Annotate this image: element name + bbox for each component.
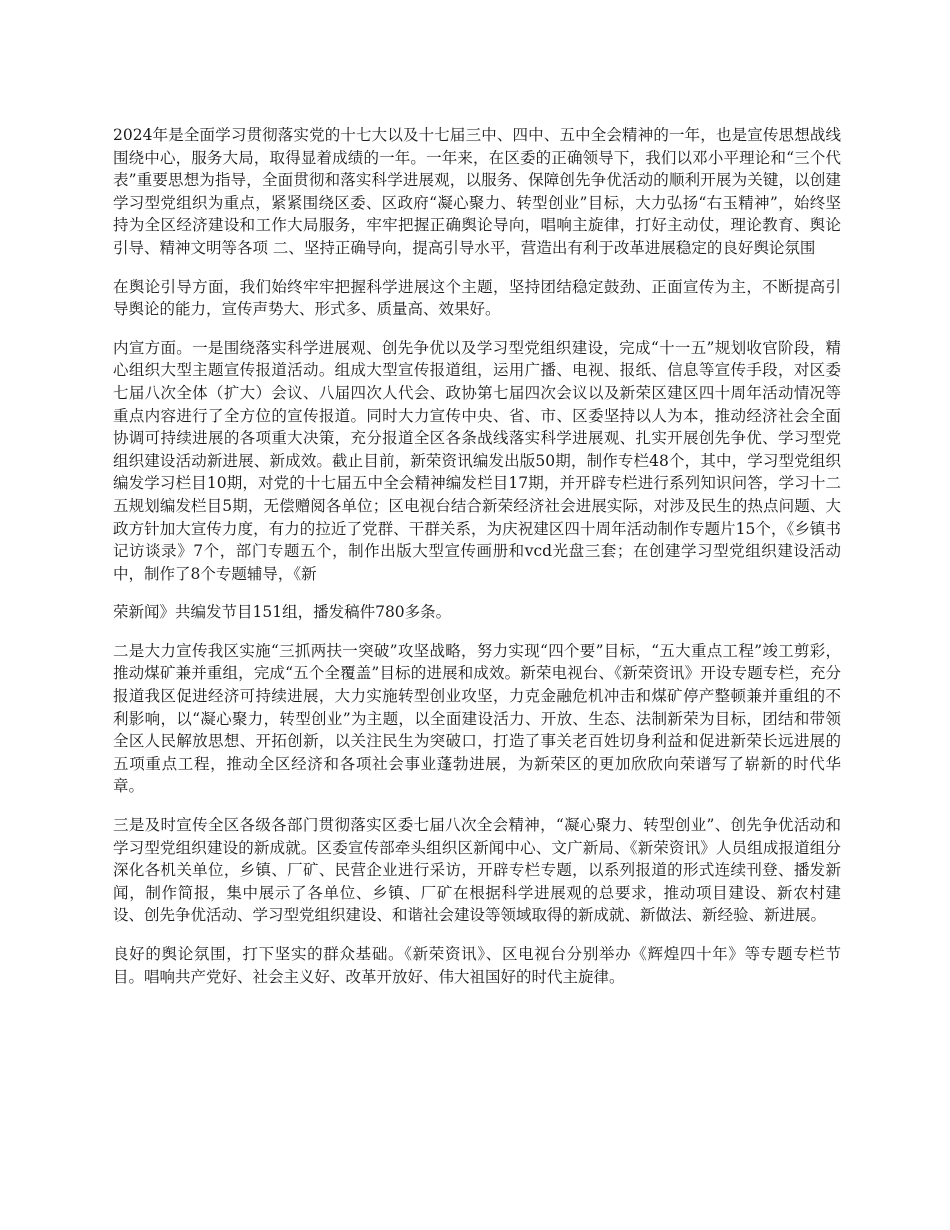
paragraph-guidance: 在舆论引导方面，我们始终牢牢把握科学进展这个主题，坚持团结稳定鼓劲、正面宣传为主，不断提高引导舆论的能力，宣传声势大、形式多、质量高、效果好。	[113, 277, 841, 319]
document-body	[113, 124, 841, 1004]
paragraph-atmosphere: 良好的舆论氛围，打下坚实的群众基础。《新荣资讯》、区电视台分别举办《辉煌四十年》等专题专栏节目。唱响共产党好、社会主义好、改革开放好、伟大祖国好的时代主旋律。	[113, 945, 841, 986]
paragraph-internal-publicity: 内宣方面。一是围绕落实科学进展观、创先争优以及学习型党组织建设，完成“十一五”规划收官阶段，精心组织大型主题宣传报道活动。组成大型宣传报道组，运用广播、电视、报纸、信息等宣传手段，对区委七届八次全体（扩大）会议、八届四次人代会、政协第七届四次会议以及新荣区建区四十周年活动情况等重点内容进行了全方位的宣传报道。同时大力宣传中央、省、市、区委坚持以人为本，推动经济社会全面协调可持续进展的各项重大决策，充分报道全区各条战线落实科学进展观、扎实开展创先争优、学习型党组织建设活动新进展、新成效。截止目前，新荣资讯编发出版50期，制作专栏48个，其中，学习型党组织编发学习栏目10期，对党的十七届五中全会精神编发栏目17期，并开辟专栏进行系列知识问答，学习十二五规划编发栏目5期，无偿赠阅各单位；区电视台结合新荣经济社会进展实际，对涉及民生的热点问题、大政方针加大宣传力度，有力的拉近了党群、干群关系，为庆祝建区四十周年活动制作专题片15个，《乡镇书记访谈录》7个，部门专题五个，制作出版大型宣传画册和vcd光盘三套；在创建学习型党组织建设活动中，制作了8个专题辅导，《新	[113, 338, 841, 583]
paragraph-intro: 2024年是全面学习贯彻落实党的十七大以及十七届三中、四中、五中全会精神的一年，也是宣传思想战线围绕中心，服务大局，取得显着成绩的一年。一年来，在区委的正确领导下，我们以邓小平理论和“三个代表”重要思想为指导，全面贯彻和落实科学进展观，以服务、保障创先争优活动的顺利开展为关键，以创建学习型党组织为重点，紧紧围绕区委、区政府“凝心聚力、转型创业”目标，大力弘扬“右玉精神”，始终坚持为全区经济建设和工作大局服务，牢牢把握正确舆论导向，唱响主旋律，打好主动仗，理论教育、舆论引导、精神文明等各项 二、坚持正确导向，提高引导水平，营造出有利于改革进展稳定的良好舆论氛围	[113, 126, 841, 257]
paragraph-news-count: 荣新闻》共编发节目151组，播发稿件780多条。	[113, 603, 452, 622]
paragraph-achievements: 三是及时宣传全区各级各部门贯彻落实区委七届八次全会精神，“凝心聚力、转型创业”、创先争优活动和学习型党组织建设的新成就。区委宣传部牵头组织区新闻中心、文广新局、《新荣资讯》人员组成报道组分深化各机关单位，乡镇、厂矿、民营企业进行采访，开辟专栏专题，以系列报道的形式连续刊登、播发新闻，制作简报，集中展示了各单位、乡镇、厂矿在根据科学进展观的总要求，推动项目建设、新农村建设、创先争优活动、学习型党组织建设、和谐社会建设等领域取得的新成就、新做法、新经验、新进展。	[113, 816, 841, 925]
paragraph-strategy: 二是大力宣传我区实施“三抓两扶一突破”攻坚战略，努力实现“四个要”目标，“五大重点工程”竣工剪彩，推动煤矿兼并重组，完成“五个全覆盖”目标的进展和成效。新荣电视台、《新荣资讯》开设专题专栏，充分报道我区促进经济可持续进展，大力实施转型创业攻坚，力克金融危机冲击和煤矿停产整顿兼并重组的不利影响，以“凝心聚力，转型创业”为主题，以全面建设活力、开放、生态、法制新荣为目标，团结和带领全区人民解放思想、开拓创新，以关注民生为突破口，打造了事关老百姓切身利益和促进新荣长远进展的五项重点工程，推动全区经济和各项社会事业蓬勃进展，为新荣区的更加欣欣向荣谱写了崭新的时代华章。	[113, 641, 841, 796]
